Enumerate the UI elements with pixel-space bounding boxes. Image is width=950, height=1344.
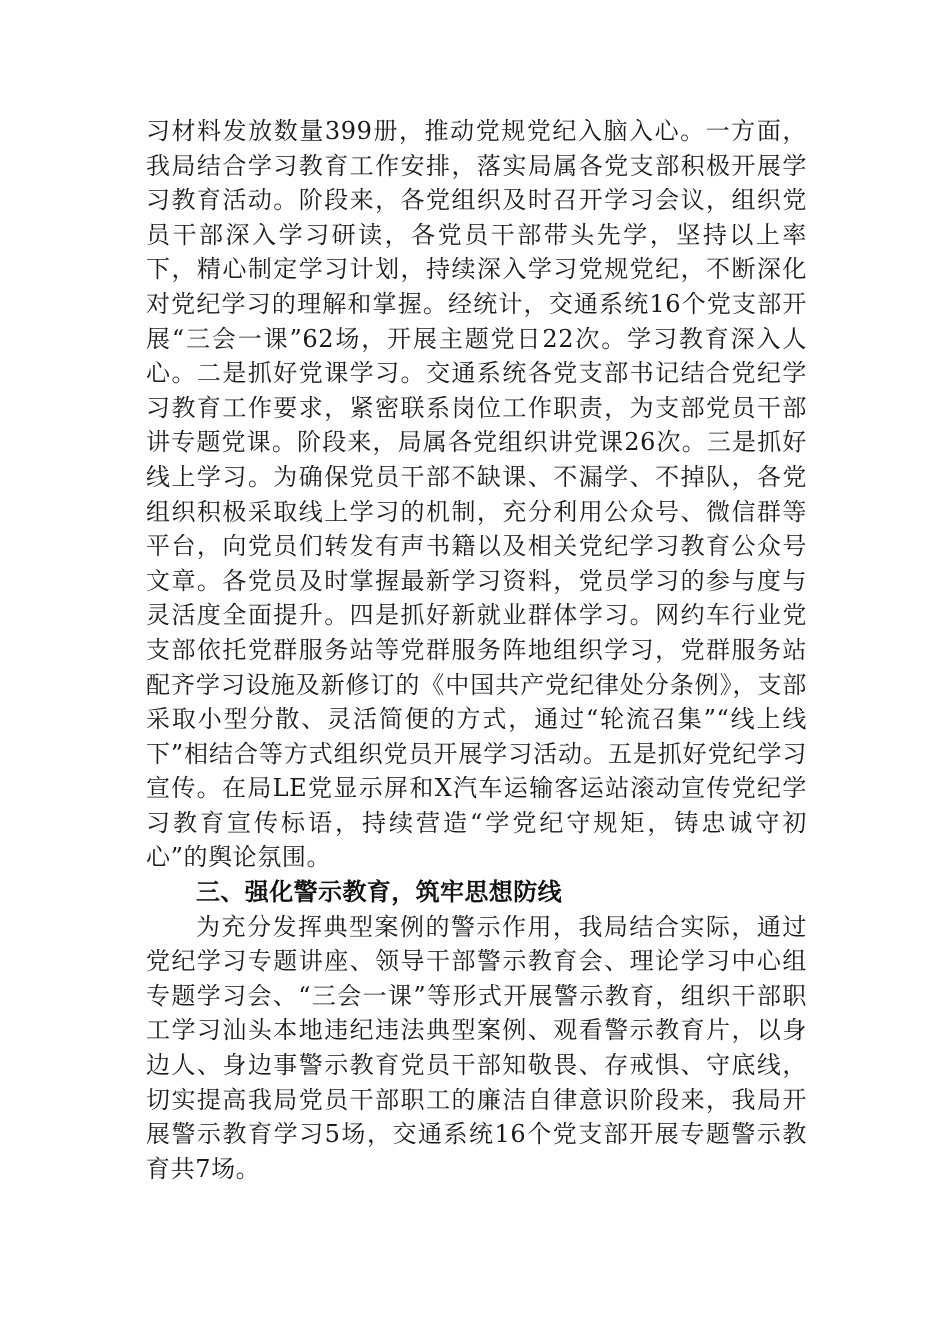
document-body bbox=[146, 114, 807, 1186]
paragraph-continued: 习材料发放数量399册，推动党规党纪入脑入心。一方面，我局结合学习教育工作安排，落实局属各党支部积极开展学习教育活动。阶段来，各党组织及时召开学习会议，组织党员干部深入学习研读，各党员干部带头先学，坚持以上率下，精心制定学习计划，持续深入学习党规党纪，不断深化对党纪学习的理解和掌握。经统计，交通系统16个党支部开展“三会一课”62场，开展主题党日22次。学习教育深入人心。二是抓好党课学习。交通系统各党支部书记结合党纪学习教育工作要求，紧密联系岗位工作职责，为支部党员干部讲专题党课。阶段来，局属各党组织讲党课26次。三是抓好线上学习。为确保党员干部不缺课、不漏学、不掉队，各党组织积极采取线上学习的机制，充分利用公众号、微信群等平台，向党员们转发有声书籍以及相关党纪学习教育公众号文章。各党员及时掌握最新学习资料，党员学习的参与度与灵活度全面提升。四是抓好新就业群体学习。网约车行业党支部依托党群服务站等党群服务阵地组织学习，党群服务站配齐学习设施及新修订的《中国共产党纪律处分条例》，支部采取小型分散、灵活简便的方式，通过“轮流召集”“线上线下”相结合等方式组织党员开展学习活动。五是抓好党纪学习宣传。在局LE党显示屏和X汽车运输客运站滚动宣传党纪学习教育宣传标语，持续营造“学党纪守规矩，铸忠诚守初心”的舆论氛围。 bbox=[146, 117, 807, 872]
paragraph-section-3: 为充分发挥典型案例的警示作用，我局结合实际，通过党纪学习专题讲座、领导干部警示教育会、理论学习中心组专题学习会、“三会一课”等形式开展警示教育，组织干部职工学习汕头本地违纪违法典型案例、观看警示教育片，以身边人、身边事警示教育党员干部知敬畏、存戒惧、守底线，切实提高我局党员干部职工的廉洁自律意识阶段来，我局开展警示教育学习5场，交通系统16个党支部开展专题警示教育共7场。 bbox=[146, 912, 807, 1183]
section-heading: 三、强化警示教育，筑牢思想防线 bbox=[196, 878, 562, 907]
